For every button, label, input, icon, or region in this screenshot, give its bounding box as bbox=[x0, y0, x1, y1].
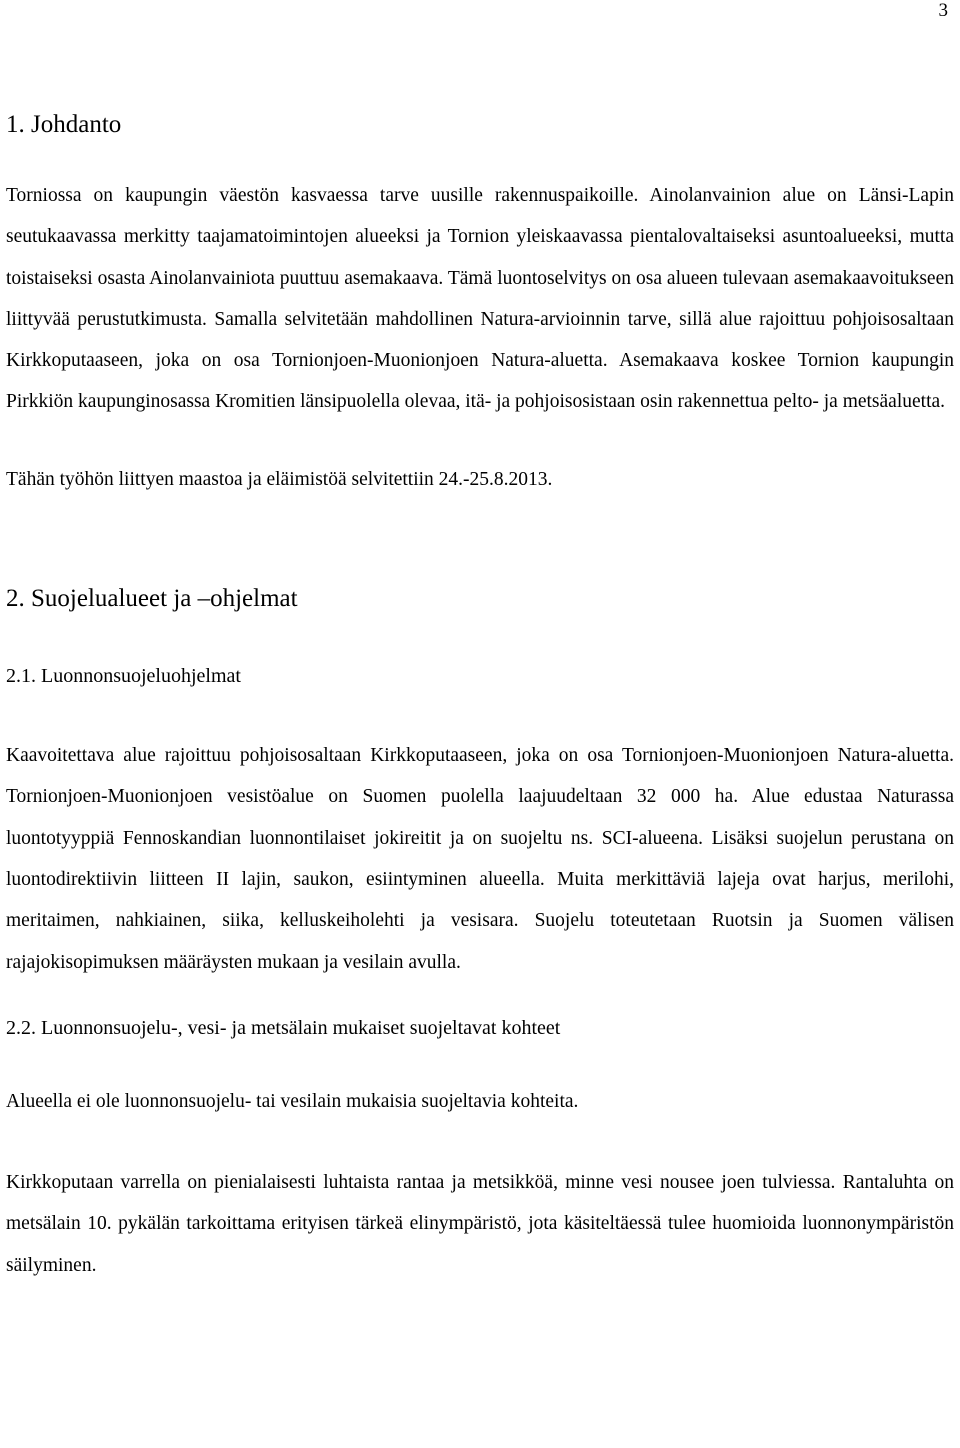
fieldwork-dates-paragraph: Tähän työhön liittyen maastoa ja eläimistöä selvitettiin 24.-25.8.2013. bbox=[6, 468, 553, 490]
page-content bbox=[6, 108, 954, 1286]
riverside-habitat-paragraph: Kirkkoputaan varrella on pienialaisesti luhtaista rantaa ja metsikköä, minne vesi nousee joen tulviessa. Rantaluhta on metsälain 10. pykälän tarkoittama erityisen tärkeä elinympäristö, jota käsiteltäessä tulee huomioida luonnonympäristön säilyminen. bbox=[6, 1172, 954, 1276]
subsection-2-1-heading: 2.1. Luonnonsuojeluohjelmat bbox=[6, 665, 241, 688]
page-number: 3 bbox=[938, 0, 948, 21]
section-1-heading: 1. Johdanto bbox=[6, 111, 122, 138]
section-2-heading: 2. Suojelualueet ja –ohjelmat bbox=[6, 585, 298, 613]
intro-paragraph: Torniossa on kaupungin väestön kasvaessa tarve uusille rakennuspaikoille. Ainolanvainion alue on Länsi-Lapin seutukaavassa merkitty taajamatoimintojen alueeksi ja Tornion yleiskaavassa pientalovaltaiseksi asuntoalueeksi, mutta toistaiseksi osasta Ainolanvainiota puuttuu asemakaava. Tämä luontoselvitys on osa alueen tulevaan asemakaavoitukseen liittyvää perustutkimusta. Samalla selvitetään mahdollinen Natura-arvioinnin tarve, sillä alue rajoittuu pohjoisosaltaan Kirkkoputaaseen, joka on osa Tornionjoen-Muonionjoen Natura-aluetta. Asemakaava koskee Tornion kaupungin Pirkkiön kaupunginosassa Kromitien länsipuolella olevaa, itä- ja pohjoisosistaan osin rakennettua pelto- ja metsäaluetta. bbox=[6, 185, 954, 413]
protected-sites-paragraph: Alueella ei ole luonnonsuojelu- tai vesilain mukaisia suojeltavia kohteita. bbox=[6, 1090, 579, 1112]
subsection-2-2-heading: 2.2. Luonnonsuojelu-, vesi- ja metsälain mukaiset suojeltavat kohteet bbox=[6, 1016, 561, 1039]
nature-programs-paragraph: Kaavoitettava alue rajoittuu pohjoisosaltaan Kirkkoputaaseen, joka on osa Tornionjoen-Muonionjoen Natura-aluetta. Tornionjoen-Muonionjoen vesistöalue on Suomen puolella laajuudeltaan 32 000 ha. Alue edustaa Naturassa luontotyyppiä Fennoskandian luonnontilaiset jokireitit ja on suojeltu ns. SCI-alueena. Lisäksi suojelun perustana on luontodirektiivin liitteen II lajin, saukon, esiintyminen alueella. Muita merkittäviä lajeja ovat harjus, merilohi, meritaimen, nahkiainen, siika, kelluskeiholehti ja vesisara. Suojelu toteutetaan Ruotsin ja Suomen välisen rajajokisopimuksen määräysten mukaan ja vesilain avulla. bbox=[6, 745, 954, 973]
